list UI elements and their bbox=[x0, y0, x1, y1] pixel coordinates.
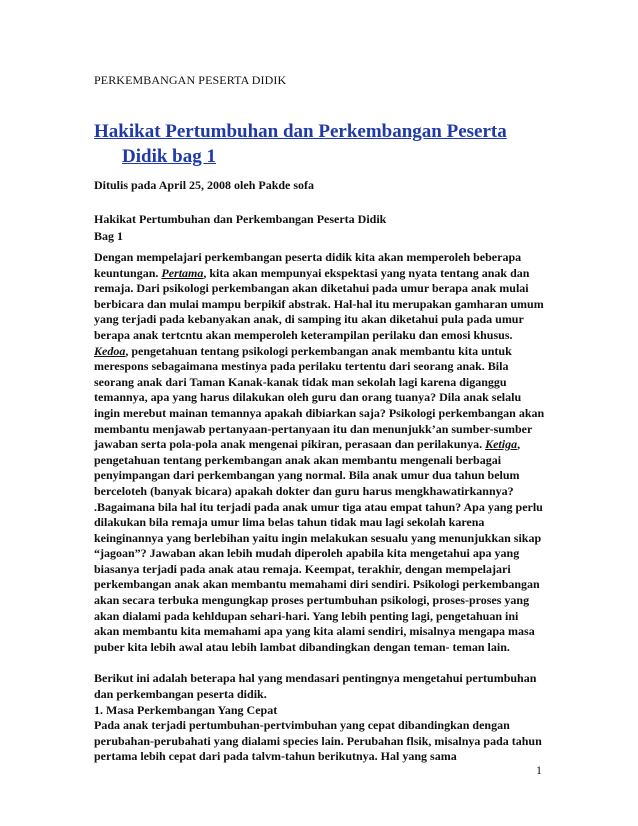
section-heading-1: 1. Masa Perkembangan Yang Cepat bbox=[94, 702, 278, 717]
paragraph-3: Pada anak terjadi pertumbuhan-pertvimbuhan yang cepat dibandingkan dengan perubahan-perubahati yang dialami species lain. Perubahan flsik, misalnya pada tahun pertama lebih cepat dari pada talvm-tahun berikutnya. Hal yang sama bbox=[94, 718, 542, 764]
subtitle-line-1: Hakikat Pertumbuhan dan Perkembangan Peserta Didik bbox=[94, 212, 387, 226]
title-line-1[interactable]: Hakikat Pertumbuhan dan Perkembangan Peserta bbox=[94, 121, 507, 142]
paragraph-2 bbox=[94, 671, 546, 702]
keyword-ketiga: Ketiga bbox=[485, 437, 518, 452]
p2-text-a: Berikut ini adalah beterapa hal yang mendasari pentingnya mengetahui pertumbuhan dan perkembangan peserta didik. bbox=[94, 671, 537, 702]
keyword-pertama: Pertama bbox=[161, 265, 204, 280]
byline: Ditulis pada April 25, 2008 oleh Pakde sofa bbox=[94, 178, 315, 192]
page-number: 1 bbox=[536, 763, 542, 777]
keyword-kedoa: Kedoa bbox=[94, 343, 126, 358]
p1-text-c: , pengetahuan tentang psikologi perkembangan anak membantu kita untuk merespons sebagaimana mestinya pada perilaku tertentu dari seorang anak. Bila seorang anak dari Taman Kanak-kanak tidak man sekolah lagi karena diganggu temannya, apa yang harus dilakukan oleh guru dan orang tuanya? Dila anak selalu ingin merebut mainan temannya apakah dibiarkan saja? Psikologi perkembangan akan membantu menjawab pertanyaan-pertanyaan itu dan menunjukk’an sumber-sumber jawaban serta pola-pola anak mengenai pikiran, perasaan dan perilakunya. bbox=[94, 343, 545, 452]
subtitle-line-2: Bag 1 bbox=[94, 229, 124, 243]
subtitle bbox=[94, 211, 386, 245]
paragraph-spacer bbox=[94, 655, 546, 671]
paragraph-1 bbox=[94, 250, 546, 655]
article-body bbox=[94, 250, 546, 765]
p1-text-d: , pengetahuan tentang perkembangan anak akan membantu mengenali berbagai penyimpangan dari perkembangan yang normal. Bila anak umur dua tahun belum berceloteh (banyak bicara) apakah dokter dan guru harus mengkhawatirkannya? .Bagaimana bila hal itu terjadi pada anak umur tiga atau empat tahun? Apa yang perlu dilakukan bila remaja umur lima belas tahun tidak mau lagi sekolah karena keinginannya yang berlebihan yaitu ingin melakukan sesualu yang menunjukkan sikap “jagoan”? Jawaban akan lebih mudah diperoleh apabila kita mengetahui apa yang biasanya terjadi pada anak atau remaja. Keempat, terakhir, dengan mempelajari perkembangan anak akan membantu memahami diri sendiri. Psikologi perkembangan akan secara terbuka mengungkap proses pertumbuhan psikologi, proses-proses yang akan dialami pada kehldupan sehari-hari. Yang lebih penting lagi, pengetahuan ini akan membantu kita memahami apa yang kita alami sendiri, misalnya mengapa masa puber kita lebih awal atau lebih lambat dibandingkan dengan teman- teman lain. bbox=[94, 437, 543, 654]
page-header: PERKEMBANGAN PESERTA DIDIK bbox=[94, 73, 287, 87]
title-line-2[interactable] bbox=[94, 144, 534, 169]
title-line-2-text[interactable]: Didik bag 1 bbox=[122, 146, 216, 167]
p1-text-b: , kita akan mempunyai ekspektasi yang nyata tentang anak dan remaja. Dari psikologi perkembangan akan diketahui pada umur berapa anak mulai berbicara dan mulai mampu berpikif abstrak. Hal-hal itu merupakan gamharan umum yang terjadi pada kebanyakan anak, di samping itu akan diketahui pula pada umur berapa anak tertcntu akan memperoleh keterampilan perilaku dan emosi khusus. bbox=[94, 265, 544, 342]
p1-text-a: Dengan mempelajari perkembangan peserta didik kita akan memperoleh beberapa keuntungan. bbox=[94, 250, 522, 280]
article-title[interactable] bbox=[94, 119, 534, 169]
